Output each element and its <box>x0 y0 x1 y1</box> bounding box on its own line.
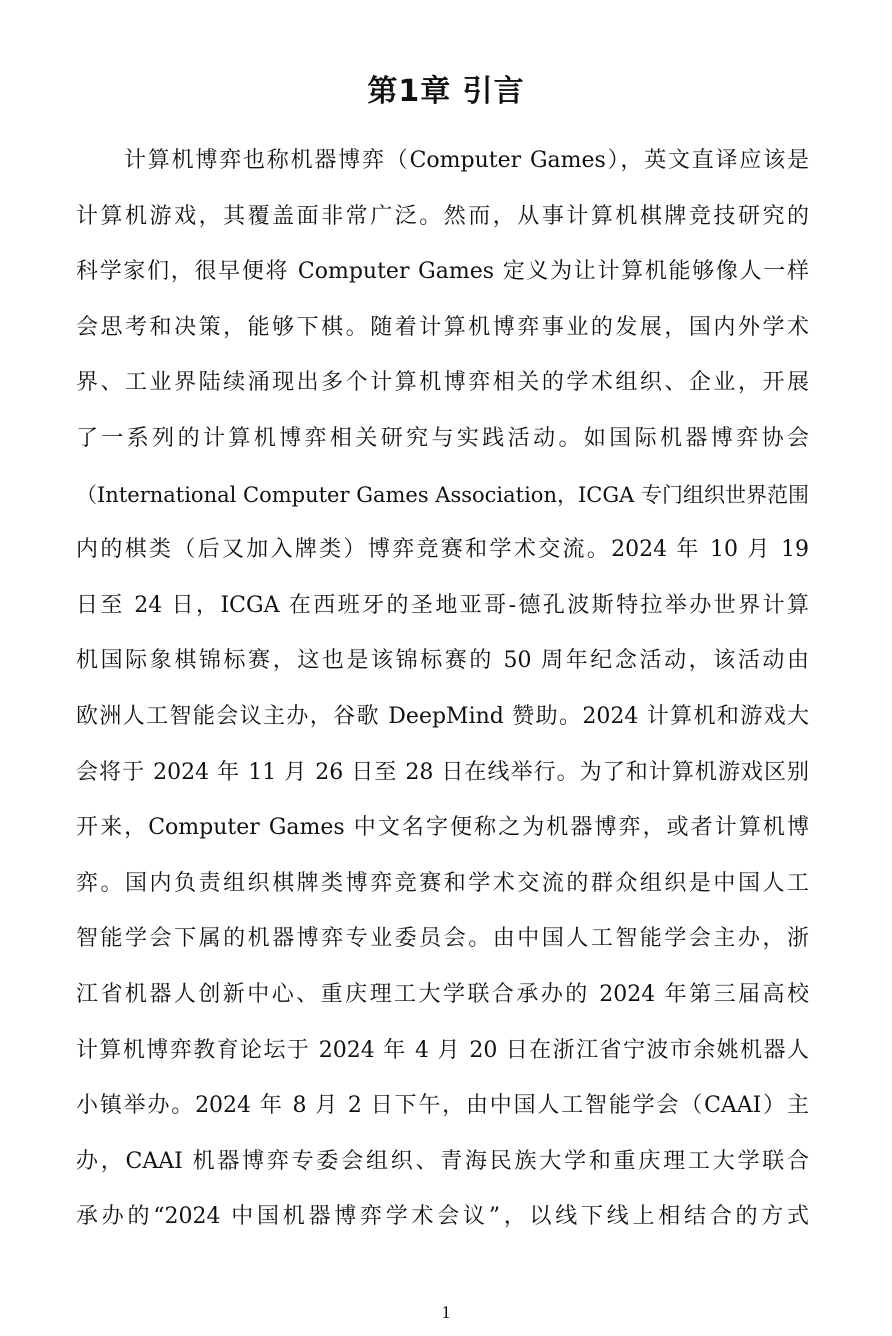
body-line: 内的棋类（后又加入牌类）博弈竞赛和学术交流。2024 年 10 月 19 <box>76 537 809 563</box>
body-line: 会思考和决策，能够下棋。随着计算机博弈事业的发展，国内外学术 <box>76 314 809 340</box>
body-line: 计算机博弈也称机器博弈（Computer Games），英文直译应该是 <box>124 148 809 173</box>
body-line: 科学家们，很早便将 Computer Games 定义为让计算机能够像人一样 <box>76 259 809 285</box>
body-line: 计算机博弈教育论坛于 2024 年 4 月 20 日在浙江省宁波市余姚机器人 <box>76 1037 809 1063</box>
body-line: 弈。国内负责组织棋牌类博弈竞赛和学术交流的群众组织是中国人工 <box>76 870 809 896</box>
chapter-title: 第1章 引言 <box>367 74 525 109</box>
body-line: 办，CAAI 机器博弈专委会组织、青海民族大学和重庆理工大学联合 <box>76 1148 809 1174</box>
body-line: 日至 24 日，ICGA 在西班牙的圣地亚哥-德孔波斯特拉举办世界计算 <box>76 592 809 618</box>
body-line: （International Computer Games Association，ICGA 专门组织世界范围 <box>76 482 809 507</box>
body-line: 计算机游戏，其覆盖面非常广泛。然而，从事计算机棋牌竞技研究的 <box>76 203 809 229</box>
body-line: 了一系列的计算机博弈相关研究与实践活动。如国际机器博弈协会 <box>76 425 809 451</box>
body-line: 江省机器人创新中心、重庆理工大学联合承办的 2024 年第三届高校 <box>76 981 809 1007</box>
page-number: 1 <box>441 1302 451 1322</box>
body-line: 会将于 2024 年 11 月 26 日至 28 日在线举行。为了和计算机游戏区别 <box>76 759 809 785</box>
body-line: 界、工业界陆续涌现出多个计算机博弈相关的学术组织、企业，开展 <box>76 370 809 396</box>
body-line: 承办的“2024 中国机器博弈学术会议”，以线下线上相结合的方式 <box>76 1204 809 1230</box>
body-line: 小镇举办。2024 年 8 月 2 日下午，由中国人工智能学会（CAAI）主 <box>76 1093 809 1119</box>
body-line: 开来，Computer Games 中文名字便称之为机器博弈，或者计算机博 <box>76 815 809 841</box>
body-line: 欧洲人工智能会议主办，谷歌 DeepMind 赞助。2024 计算机和游戏大 <box>76 703 809 729</box>
body-line: 机国际象棋锦标赛，这也是该锦标赛的 50 周年纪念活动，该活动由 <box>76 648 809 674</box>
body-line: 智能学会下属的机器博弈专业委员会。由中国人工智能学会主办，浙 <box>76 926 809 952</box>
body-paragraph <box>76 141 809 1253</box>
